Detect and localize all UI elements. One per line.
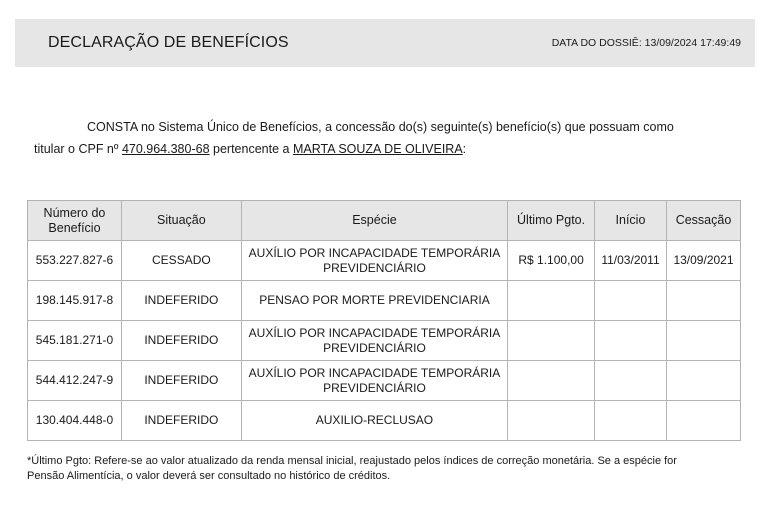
cell-numero: 198.145.917-8: [28, 281, 122, 321]
statement-text-3: pertencente a: [209, 142, 293, 156]
footnote-line-2: Pensão Alimentícia, o valor deverá ser consultado no histórico de créditos.: [27, 470, 391, 482]
header-especie: Espécie: [241, 201, 507, 241]
cell-situacao: INDEFERIDO: [121, 321, 241, 361]
cell-inicio: [595, 281, 667, 321]
declaration-statement: [34, 116, 734, 160]
statement-line-2: [34, 138, 734, 160]
table-row: [28, 281, 741, 321]
cell-especie: AUXÍLIO POR INCAPACIDADE TEMPORÁRIA PREVIDENCIÁRIO: [241, 241, 507, 281]
cell-numero: 130.404.448-0: [28, 401, 122, 441]
cell-situacao: INDEFERIDO: [121, 361, 241, 401]
dossier-date: [552, 37, 741, 49]
cell-especie: PENSAO POR MORTE PREVIDENCIARIA: [241, 281, 507, 321]
dossier-date-value: 13/09/2024 17:49:49: [644, 37, 741, 49]
cell-situacao: INDEFERIDO: [121, 281, 241, 321]
cell-inicio: [595, 321, 667, 361]
cell-especie: AUXILIO-RECLUSAO: [241, 401, 507, 441]
cell-cessacao: [666, 321, 740, 361]
page-title: DECLARAÇÃO DE BENEFÍCIOS: [48, 34, 289, 51]
cell-ultimo-pgto: [508, 321, 595, 361]
cell-cessacao: [666, 361, 740, 401]
table-row: [28, 401, 741, 441]
header-ultimo-pgto: Último Pgto.: [508, 201, 595, 241]
cell-numero: 544.412.247-9: [28, 361, 122, 401]
benefits-table: [27, 200, 741, 441]
footnote-line-1: *Último Pgto: Refere-se ao valor atualizado da renda mensal inicial, reajustado pelos índices de correção monetária. Se a espécie for: [27, 455, 677, 467]
cell-ultimo-pgto: R$ 1.100,00: [508, 241, 595, 281]
header-inicio: Início: [595, 201, 667, 241]
cell-ultimo-pgto: [508, 361, 595, 401]
cell-cessacao: [666, 281, 740, 321]
document-header: [15, 19, 755, 67]
header-situacao: Situação: [121, 201, 241, 241]
footnote: [27, 454, 747, 484]
statement-text-4: :: [462, 142, 467, 156]
table-row: [28, 321, 741, 361]
statement-text-2: titular o CPF nº: [34, 142, 122, 156]
cell-ultimo-pgto: [508, 281, 595, 321]
cell-cessacao: [666, 401, 740, 441]
cell-ultimo-pgto: [508, 401, 595, 441]
header-numero: Número do Benefício: [28, 201, 122, 241]
cell-inicio: 11/03/2011: [595, 241, 667, 281]
header-cessacao: Cessação: [666, 201, 740, 241]
cell-numero: 545.181.271-0: [28, 321, 122, 361]
table-header-row: [28, 201, 741, 241]
cell-situacao: CESSADO: [121, 241, 241, 281]
cell-numero: 553.227.827-6: [28, 241, 122, 281]
cell-cessacao: 13/09/2021: [666, 241, 740, 281]
cell-inicio: [595, 361, 667, 401]
dossier-date-label: DATA DO DOSSIÊ:: [551, 37, 642, 49]
cpf-number: 470.964.380-68: [121, 142, 210, 156]
statement-line-1: CONSTA no Sistema Único de Benefícios, a concessão do(s) seguinte(s) benefício(s) que possuam como: [87, 120, 674, 134]
table-row: [28, 361, 741, 401]
cell-especie: AUXÍLIO POR INCAPACIDADE TEMPORÁRIA PREVIDENCIÁRIO: [241, 361, 507, 401]
table-row: [28, 241, 741, 281]
cell-especie: AUXÍLIO POR INCAPACIDADE TEMPORÁRIA PREVIDENCIÁRIO: [241, 321, 507, 361]
cell-inicio: [595, 401, 667, 441]
holder-name: MARTA SOUZA DE OLIVEIRA: [292, 142, 463, 156]
cell-situacao: INDEFERIDO: [121, 401, 241, 441]
